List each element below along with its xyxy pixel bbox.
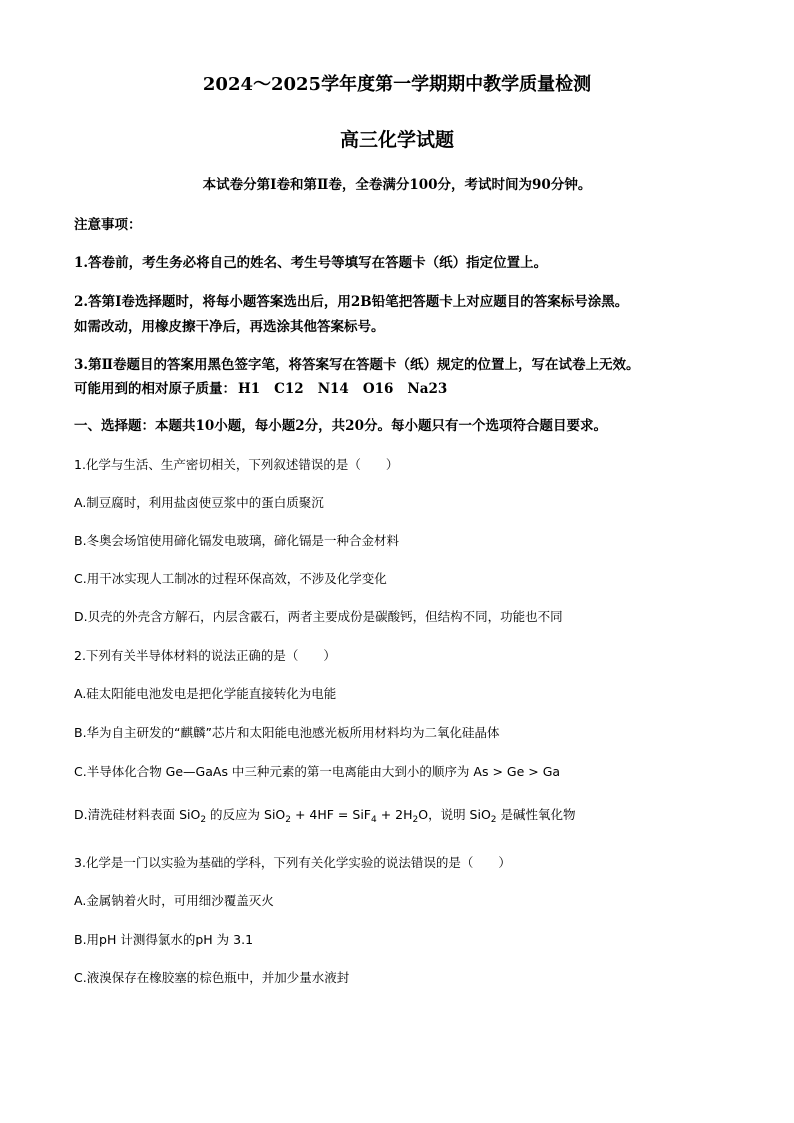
atom-c: C12: [274, 381, 304, 397]
q3-option-b: B.用pH 计测得氯水的pH 为 3.1: [74, 932, 254, 947]
notice-item-2-line-2: 如需改动，用橡皮擦干净后，再选涂其他答案标号。: [74, 319, 385, 335]
q2-option-c: C.半导体化合物 Ge—GaAs 中三种元素的第一电离能由大到小的顺序为 As > Ge > Ga: [74, 764, 561, 779]
q1-stem: 1.化学与生活、生产密切相关，下列叙述错误的是（ ）: [74, 457, 399, 472]
notice-heading: 注意事项：: [74, 217, 142, 233]
q3-stem: 3.化学是一门以实验为基础的学科，下列有关化学实验的说法错误的是（ ）: [74, 855, 511, 870]
exam-title: 2024～2025学年度第一学期期中教学质量检测: [202, 74, 592, 95]
exam-intro: 本试卷分第Ⅰ卷和第Ⅱ卷，全卷满分100分，考试时间为90分钟。: [202, 177, 592, 193]
q1-option-a: A.制豆腐时，利用盐卤使豆浆中的蛋白质聚沉: [74, 495, 324, 510]
q1-option-c: C.用干冰实现人工制冰的过程环保高效，不涉及化学变化: [74, 571, 387, 586]
q2-option-a: A.硅太阳能电池发电是把化学能直接转化为电能: [74, 686, 337, 701]
q2-option-d: D.清洗硅材料表面 SiO$_2$ 的反应为 $SiO_2 + 4HF = SiF_4 + 2H_2O$，说明 SiO$_2$ 是碱性氧化物: [74, 807, 576, 825]
q3-option-a: A.金属钠着火时，可用细沙覆盖灭火: [74, 893, 274, 908]
atomic-masses-label: 可能用到的相对原子质量：: [74, 381, 236, 397]
q1-option-b: B.冬奥会场馆使用碲化镉发电玻璃，碲化镉是一种合金材料: [74, 533, 400, 548]
q2-option-b: B.华为自主研发的“麒麟”芯片和太阳能电池感光板所用材料均为二氧化硅晶体: [74, 725, 500, 740]
notice-item-2-line-1: 2.答第Ⅰ卷选择题时，将每小题答案选出后，用2B铅笔把答题卡上对应题目的答案标号涂黑。: [74, 294, 629, 310]
atom-na: Na23: [407, 381, 448, 397]
q2-stem: 2.下列有关半导体材料的说法正确的是（ ）: [74, 648, 336, 663]
notice-item-3: 3.第Ⅱ卷题目的答案用黑色签字笔，将答案写在答题卡（纸）规定的位置上，写在试卷上无效。: [74, 357, 640, 373]
q3-option-c: C.液溴保存在橡胶塞的棕色瓶中，并加少量水液封: [74, 970, 350, 985]
section-1-heading: 一、选择题：本题共10小题，每小题2分，共20分。每小题只有一个选项符合题目要求。: [74, 418, 607, 434]
exam-subtitle: 高三化学试题: [339, 129, 454, 151]
atom-h: H1: [238, 381, 261, 397]
atom-n: N14: [317, 381, 349, 397]
atomic-masses: [74, 377, 461, 397]
atom-o: O16: [362, 381, 394, 397]
q1-option-d: D.贝壳的外壳含方解石，内层含霰石，两者主要成份是碳酸钙，但结构不同，功能也不同: [74, 609, 563, 624]
notice-item-1: 1.答卷前，考生务必将自己的姓名、考生号等填写在答题卡（纸）指定位置上。: [74, 255, 548, 271]
